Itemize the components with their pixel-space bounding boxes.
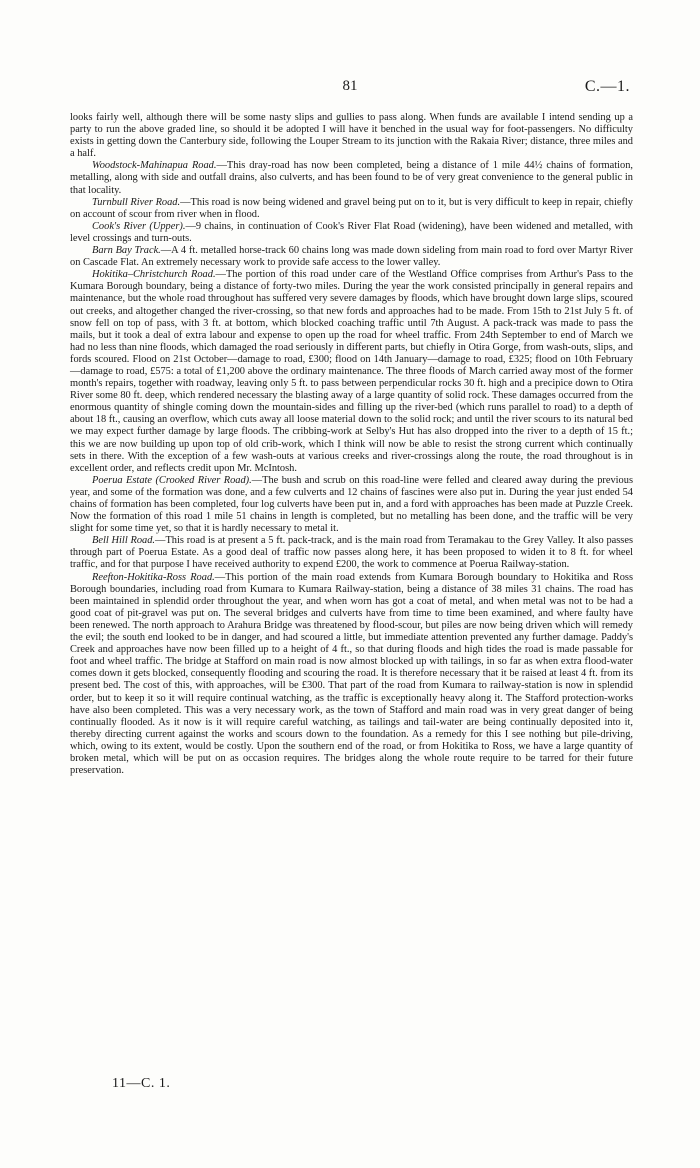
paragraph-text: —The bush and scrub on this road-line were felled and cleared away during the previous year, and some of the formation was done, and a few culverts and 12 chains of fascines were also put in. During the year just ended 54 chains of formation has been completed, four log culverts have been put in, and a ford with approaches has been made at Puzzle Creek. Now the formation of this road 1 mile 51 chains in length is completed, but no metalling has been done, and the traffic will be very slight for some time yet, so that it is hardly necessary to metal it. (70, 474, 633, 535)
section-heading: Cook's River (Upper). (92, 220, 186, 232)
body-text (70, 112, 633, 777)
paragraph (70, 112, 633, 160)
paragraph-text: —The portion of this road under care of the Westland Office comprises from Arthur's Pass to the Kumara Borough boundary, being a distance of forty-two miles. During the year the work consisted principally in general repairs and maintenance, but the whole road throughout has suffered very severe damages by floods, which have brought down large slips, scoured out creeks, and altogether changed the river-crossing, so that new fords and approaches had to be made. From 15th to 21st July 5 ft. of snow fell on top of pass, with 3 ft. at bottom, which blocked coaching traffic until 7th August. A pack-track was made to pass the mails, but it took a deal of extra labour and expense to open up the road for wheel traffic. From 24th September to end of March we had no less than nine floods, which damaged the road seriously in different parts, but chiefly in Otira Gorge, from wash-outs, slips, and fords scoured. Flood on 21st October—damage to road, £300; flood on 14th January—damage to road, £325; flood on 10th February—damage to road, £575: a total of £1,200 above the ordinary maintenance. The three floods of March carried away most of the former month's repairs, together with roadway, leaving only 5 ft. to pass between perpendicular rocks 30 ft. high and a precipice down to Otira River some 80 ft. deep, which rendered necessary the blasting away of a large quantity of solid rock. These damages occurred from the enormous quantity of shingle coming down the mountain-sides and filling up the river-bed (which runs parallel to road) to a depth of about 18 ft., causing an overflow, which cuts away all loose material down to the solid rock; and until the river scours to its natural bed we may expect further damage by large floods. The cribbing-work at Selby's Hut has also dropped into the river to a depth of 15 ft.; this we are now building up upon top of old crib-work, which I think will now be able to resist the strong current which continually sets in there. With the exception of a few wash-outs at various creeks and river-crossings along the route, the road throughout is in excellent order, and reflects credit upon Mr. McIntosh. (70, 269, 634, 474)
paragraph (70, 245, 633, 269)
section-heading: Reefton-Hokitika-Ross Road. (92, 571, 215, 583)
section-heading: Hokitika–Christchurch Road. (92, 269, 216, 281)
section-heading: Poerua Estate (Crooked River Road). (92, 474, 252, 486)
section-heading: Bell Hill Road. (92, 535, 156, 547)
paragraph-text: —This portion of the main road extends from Kumara Borough boundary to Hokitika and Ross Borough boundaries, including road from Kumara to Kumara Railway-station, being a distance of 38 miles 31 chains. The road has been maintained in splendid order throughout the year, and when worn has got a coat of metal, and when metal was not to be had a good coat of pit-gravel was put on. The several bridges and culverts have from time to time been examined, and where faulty have been renewed. The north approach to Arahura Bridge was threatened by flood-scour, but piles are now being driven which will remedy the evil; the south end looked to be in danger, and had scoured a little, but immediate attention prevented any further damage. Paddy's Creek and approaches have now been filled up to a height of 4 ft., so that during floods and high tides the road is made passable for foot and wheel traffic. The bridge at Stafford on main road is now almost blocked up with tailings, in so far as when extra flood-water comes down it gets blocked, consequently flooding and scouring the road. It is therefore necessary that it be raised at least 4 ft. from its present bed. The cost of this, with approaches, will be £300. That part of the road from Kumara to railway-station is now in splendid order, but to keep it so it will require continual watching, as the traffic is exceptionally heavy along it. The Stafford protection-works have also been completed. This was a very necessary work, as the town of Stafford and main road was in very great danger of being continually flooded. As it now is it will require careful watching, as tailings and tail-water are being continually deposited into it, thereby directing current against the works and scours down to the foundation. As a remedy for this I see nothing but pile-driving, which, owing to its extent, would be costly. Upon the southern end of the road, or from Hokitika to Ross, we have a large quantity of broken metal, which will be put on as occasion requires. The bridges along the whole route require to be tarred for their future preservation. (70, 571, 633, 777)
paragraph-text: —9 chains, in continuation of Cook's River Flat Road (widening), have been widened and metalled, with level crossings and turn-outs. (70, 220, 634, 244)
paragraph-text: —This road is at present a 5 ft. pack-track, and is the main road from Teramakau to the Grey Valley. It also passes through part of Poerua Estate. As a good deal of traffic now passes along here, it has been proposed to widen it to 8 ft. for wheel traffic, and for that purpose I have received authority to expend £200, the work to commence at Poerua Railway-station. (70, 535, 634, 571)
paragraph-text: looks fairly well, although there will be some nasty slips and gullies to pass along. When funds are available I intend sending up a party to run the above graded line, so should it be adopted I will have it benched in the usual way for foot-passengers. No difficulty exists in getting down the Canterbury side, following the Louper Stream to its junction with the Rakaia River; distance, three miles and a half. (70, 112, 633, 160)
page-header (70, 78, 630, 100)
paragraph (70, 197, 633, 221)
paragraph (70, 221, 633, 245)
paragraph (70, 269, 633, 475)
paragraph-text: —A 4 ft. metalled horse-track 60 chains long was made down sideling from main road to ford over Martyr River on Cascade Flat. An extremely necessary work to provide safe access to the lower valley. (70, 245, 633, 269)
paragraph (70, 572, 633, 778)
section-heading: Barn Bay Track. (92, 245, 161, 257)
signature-mark: 11—C. 1. (112, 1076, 171, 1091)
paragraph-text: —This dray-road has now been completed, being a distance of 1 mile 44½ chains of formation, metalling, along with side and outfall drains, also culverts, and has been found to be of very great convenience to the general public in that locality. (70, 160, 634, 196)
paragraph-text: —This road is now being widened and gravel being put on to it, but is very difficult to keep in repair, chiefly on account of scour from river when in flood. (70, 196, 633, 220)
section-heading: Woodstock-Mahinapua Road. (92, 160, 217, 172)
paragraph (70, 535, 633, 571)
document-reference: C.—1. (584, 78, 630, 95)
page-number: 81 (342, 78, 358, 94)
section-heading: Turnbull River Road. (92, 196, 181, 208)
paragraph (70, 160, 633, 196)
paragraph (70, 475, 633, 535)
